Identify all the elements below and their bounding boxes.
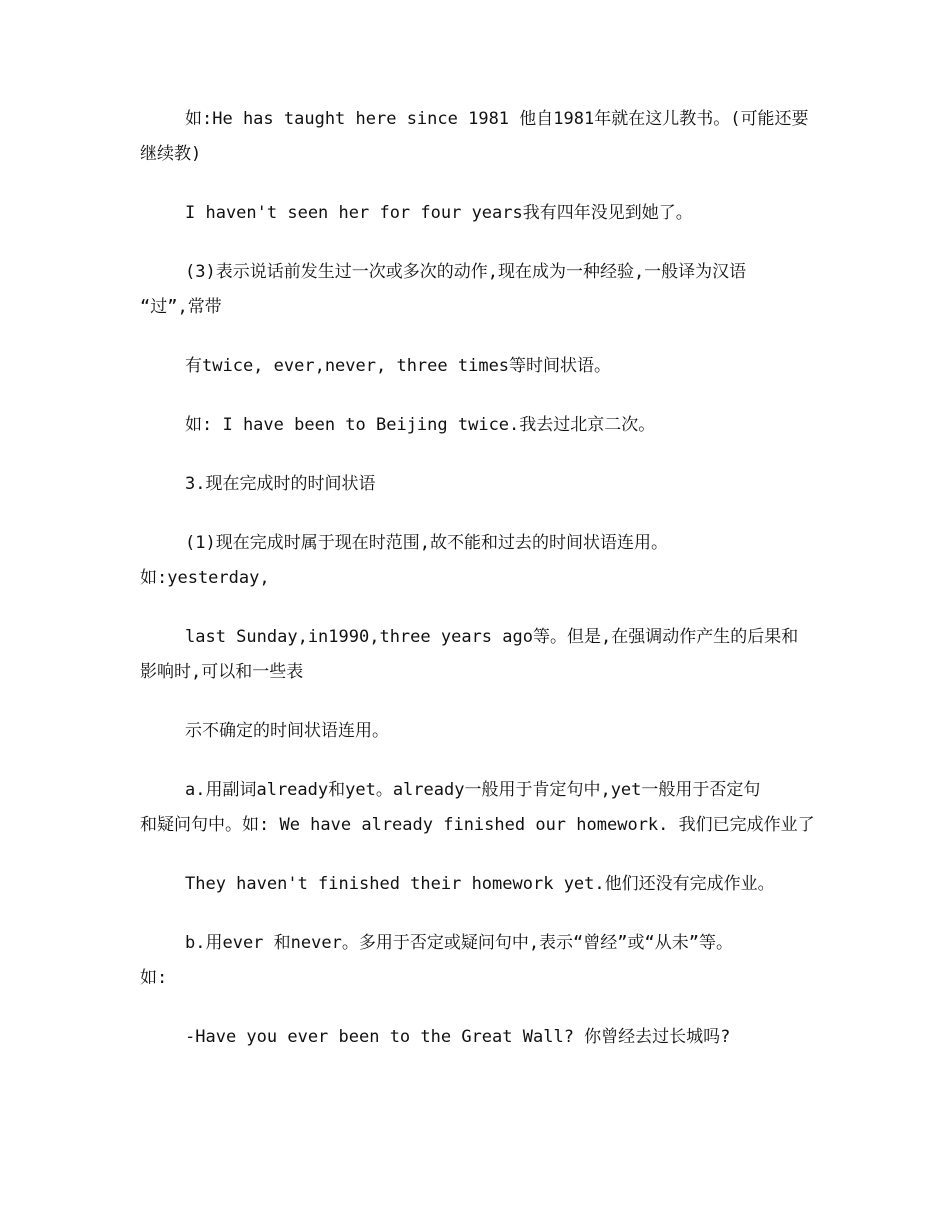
text-line: I haven't seen her for four years我有四年没见到她了。 xyxy=(185,203,693,223)
text-line: 如:yesterday, xyxy=(140,568,270,588)
text-line: last Sunday,in1990,three years ago等。但是,在强调动作产生的后果和 xyxy=(185,627,799,647)
text-line: 如:He has taught here since 1981 他自1981年就在这儿教书。(可能还要 xyxy=(185,109,809,129)
section-heading: 3.现在完成时的时间状语 xyxy=(185,474,376,494)
text-line: “过”,常带 xyxy=(140,297,222,317)
text-line: 示不确定的时间状语连用。 xyxy=(185,721,389,741)
text-line: -Have you ever been to the Great Wall? 你曾经去过长城吗? xyxy=(185,1027,731,1047)
text-line: 继续教) xyxy=(140,144,202,164)
text-line: a.用副词already和yet。already一般用于肯定句中,yet一般用于否定句 xyxy=(185,780,761,800)
text-line: 如: I have been to Beijing twice.我去过北京二次。 xyxy=(185,415,656,435)
text-line: b.用ever 和never。多用于否定或疑问句中,表示“曾经”或“从未”等。 xyxy=(185,933,733,953)
text-line: 如: xyxy=(140,968,168,988)
text-line: 和疑问句中。如: We have already finished our homework. 我们已完成作业了 xyxy=(140,815,815,835)
text-line: 影响时,可以和一些表 xyxy=(140,662,304,682)
text-line: 有twice, ever,never, three times等时间状语。 xyxy=(185,356,612,376)
text-line: (3)表示说话前发生过一次或多次的动作,现在成为一种经验,一般译为汉语 xyxy=(185,262,747,282)
text-line: They haven't finished their homework yet.他们还没有完成作业。 xyxy=(185,874,775,894)
text-line: (1)现在完成时属于现在时范围,故不能和过去的时间状语连用。 xyxy=(185,533,668,553)
